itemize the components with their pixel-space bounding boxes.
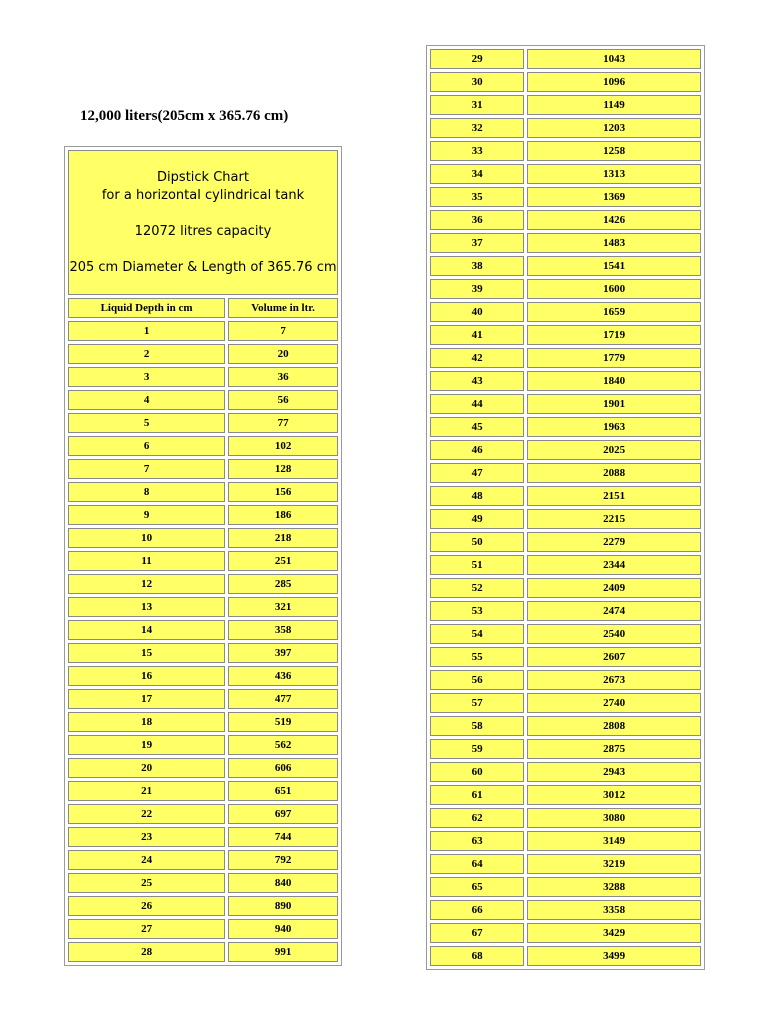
volume-cell: 285 [228,574,338,594]
column-header-row [68,298,338,318]
volume-cell: 1149 [527,95,701,115]
table-row [430,302,701,322]
volume-cell: 2943 [527,762,701,782]
table-row [430,95,701,115]
depth-cell: 55 [430,647,524,667]
chart-header-capacity: 12072 litres capacity [134,223,272,239]
depth-cell: 43 [430,371,524,391]
table-row [430,417,701,437]
table-row [430,578,701,598]
table-row [430,808,701,828]
table-row [430,279,701,299]
table-row [430,72,701,92]
table-row [68,551,338,571]
volume-cell: 697 [228,804,338,824]
volume-cell: 2607 [527,647,701,667]
volume-cell: 1426 [527,210,701,230]
table-row [68,482,338,502]
depth-cell: 21 [68,781,225,801]
volume-cell: 651 [228,781,338,801]
table-row [68,390,338,410]
depth-cell: 68 [430,946,524,966]
table-row [430,325,701,345]
depth-cell: 51 [430,555,524,575]
depth-cell: 14 [68,620,225,640]
depth-cell: 3 [68,367,225,387]
depth-cell: 5 [68,413,225,433]
depth-cell: 22 [68,804,225,824]
table-row [430,233,701,253]
table-row [68,804,338,824]
volume-cell: 562 [228,735,338,755]
table-row [68,666,338,686]
volume-cell: 3149 [527,831,701,851]
depth-cell: 48 [430,486,524,506]
table-row [430,555,701,575]
table-row [430,256,701,276]
table-row [430,141,701,161]
volume-cell: 36 [228,367,338,387]
column-header-depth: Liquid Depth in cm [68,298,225,318]
table-row [68,413,338,433]
depth-cell: 10 [68,528,225,548]
depth-cell: 52 [430,578,524,598]
depth-cell: 19 [68,735,225,755]
volume-cell: 2540 [527,624,701,644]
volume-cell: 940 [228,919,338,939]
table-row [430,716,701,736]
depth-cell: 39 [430,279,524,299]
table-row [430,532,701,552]
table-row [68,344,338,364]
table-row [430,601,701,621]
depth-cell: 61 [430,785,524,805]
depth-cell: 34 [430,164,524,184]
volume-cell: 2808 [527,716,701,736]
table-row [430,440,701,460]
depth-cell: 57 [430,693,524,713]
depth-cell: 45 [430,417,524,437]
page-title: 12,000 liters(205cm x 365.76 cm) [80,108,289,124]
volume-cell: 218 [228,528,338,548]
volume-cell: 2279 [527,532,701,552]
table-row [68,758,338,778]
volume-cell: 1719 [527,325,701,345]
depth-cell: 35 [430,187,524,207]
table-row [430,49,701,69]
depth-cell: 1 [68,321,225,341]
depth-cell: 11 [68,551,225,571]
depth-cell: 65 [430,877,524,897]
chart-header-row [68,150,338,295]
table-row [68,942,338,962]
table-row [430,348,701,368]
table-row [430,647,701,667]
table-row [430,854,701,874]
depth-cell: 44 [430,394,524,414]
depth-cell: 40 [430,302,524,322]
table-row [68,505,338,525]
volume-cell: 1840 [527,371,701,391]
table-row [68,321,338,341]
volume-cell: 1313 [527,164,701,184]
table-row [68,735,338,755]
volume-cell: 991 [228,942,338,962]
table-row [68,436,338,456]
depth-cell: 24 [68,850,225,870]
depth-cell: 28 [68,942,225,962]
depth-cell: 46 [430,440,524,460]
table-row [430,946,701,966]
table-row [430,394,701,414]
table-row [68,574,338,594]
table-row [68,850,338,870]
chart-header-title: Dipstick Chart [157,169,249,185]
volume-cell: 2740 [527,693,701,713]
volume-cell: 1901 [527,394,701,414]
table-row [68,597,338,617]
depth-cell: 4 [68,390,225,410]
table-row [430,187,701,207]
volume-cell: 744 [228,827,338,847]
table-row [430,210,701,230]
table-row [430,509,701,529]
column-header-volume: Volume in ltr. [228,298,338,318]
depth-cell: 66 [430,900,524,920]
depth-cell: 25 [68,873,225,893]
table-row [68,643,338,663]
volume-cell: 1541 [527,256,701,276]
depth-cell: 59 [430,739,524,759]
depth-cell: 2 [68,344,225,364]
volume-cell: 3288 [527,877,701,897]
volume-cell: 77 [228,413,338,433]
volume-cell: 519 [228,712,338,732]
table-row [430,831,701,851]
depth-cell: 62 [430,808,524,828]
volume-cell: 3358 [527,900,701,920]
volume-cell: 2875 [527,739,701,759]
depth-cell: 49 [430,509,524,529]
table-row [68,873,338,893]
volume-cell: 1258 [527,141,701,161]
table-row [68,919,338,939]
table-row [68,620,338,640]
volume-cell: 1483 [527,233,701,253]
volume-cell: 3499 [527,946,701,966]
table-row [430,371,701,391]
depth-cell: 38 [430,256,524,276]
depth-cell: 15 [68,643,225,663]
depth-cell: 31 [430,95,524,115]
depth-cell: 53 [430,601,524,621]
volume-cell: 792 [228,850,338,870]
depth-cell: 54 [430,624,524,644]
table-row [68,367,338,387]
depth-cell: 50 [430,532,524,552]
volume-cell: 3012 [527,785,701,805]
depth-cell: 67 [430,923,524,943]
volume-cell: 2344 [527,555,701,575]
dipstick-table-right [426,45,705,970]
volume-cell: 1963 [527,417,701,437]
volume-cell: 3080 [527,808,701,828]
depth-cell: 26 [68,896,225,916]
volume-cell: 56 [228,390,338,410]
depth-cell: 36 [430,210,524,230]
volume-cell: 186 [228,505,338,525]
depth-cell: 29 [430,49,524,69]
depth-cell: 6 [68,436,225,456]
volume-cell: 2025 [527,440,701,460]
depth-cell: 27 [68,919,225,939]
table-row [430,877,701,897]
table-row [430,693,701,713]
volume-cell: 436 [228,666,338,686]
depth-cell: 12 [68,574,225,594]
depth-cell: 8 [68,482,225,502]
volume-cell: 2474 [527,601,701,621]
table-row [68,781,338,801]
depth-cell: 30 [430,72,524,92]
volume-cell: 1369 [527,187,701,207]
dipstick-table-left [64,146,342,966]
volume-cell: 1203 [527,118,701,138]
volume-cell: 2151 [527,486,701,506]
volume-cell: 1096 [527,72,701,92]
volume-cell: 606 [228,758,338,778]
volume-cell: 840 [228,873,338,893]
volume-cell: 156 [228,482,338,502]
depth-cell: 18 [68,712,225,732]
table-row [430,118,701,138]
table-row [430,164,701,184]
volume-cell: 128 [228,459,338,479]
volume-cell: 1779 [527,348,701,368]
table-row [430,486,701,506]
table-row [430,463,701,483]
depth-cell: 63 [430,831,524,851]
table-row [68,528,338,548]
depth-cell: 47 [430,463,524,483]
table-row [68,827,338,847]
volume-cell: 2409 [527,578,701,598]
volume-cell: 1600 [527,279,701,299]
volume-cell: 397 [228,643,338,663]
table-row [430,762,701,782]
table-row [68,689,338,709]
volume-cell: 321 [228,597,338,617]
table-row [430,624,701,644]
volume-cell: 1043 [527,49,701,69]
depth-cell: 41 [430,325,524,345]
depth-cell: 64 [430,854,524,874]
depth-cell: 9 [68,505,225,525]
depth-cell: 42 [430,348,524,368]
table-row [430,923,701,943]
volume-cell: 102 [228,436,338,456]
chart-header [68,150,338,295]
depth-cell: 13 [68,597,225,617]
depth-cell: 20 [68,758,225,778]
volume-cell: 2673 [527,670,701,690]
volume-cell: 2088 [527,463,701,483]
chart-header-dimensions: 205 cm Diameter & Length of 365.76 cm [69,259,337,275]
volume-cell: 477 [228,689,338,709]
chart-header-subtitle: for a horizontal cylindrical tank [101,187,305,203]
depth-cell: 32 [430,118,524,138]
depth-cell: 56 [430,670,524,690]
table-row [68,896,338,916]
table-row [430,739,701,759]
depth-cell: 58 [430,716,524,736]
volume-cell: 7 [228,321,338,341]
table-row [68,712,338,732]
volume-cell: 2215 [527,509,701,529]
depth-cell: 37 [430,233,524,253]
depth-cell: 23 [68,827,225,847]
depth-cell: 7 [68,459,225,479]
volume-cell: 20 [228,344,338,364]
volume-cell: 1659 [527,302,701,322]
depth-cell: 17 [68,689,225,709]
table-row [430,670,701,690]
volume-cell: 890 [228,896,338,916]
table-row [68,459,338,479]
depth-cell: 60 [430,762,524,782]
volume-cell: 251 [228,551,338,571]
depth-cell: 33 [430,141,524,161]
volume-cell: 3429 [527,923,701,943]
volume-cell: 358 [228,620,338,640]
depth-cell: 16 [68,666,225,686]
table-row [430,900,701,920]
table-row [430,785,701,805]
volume-cell: 3219 [527,854,701,874]
